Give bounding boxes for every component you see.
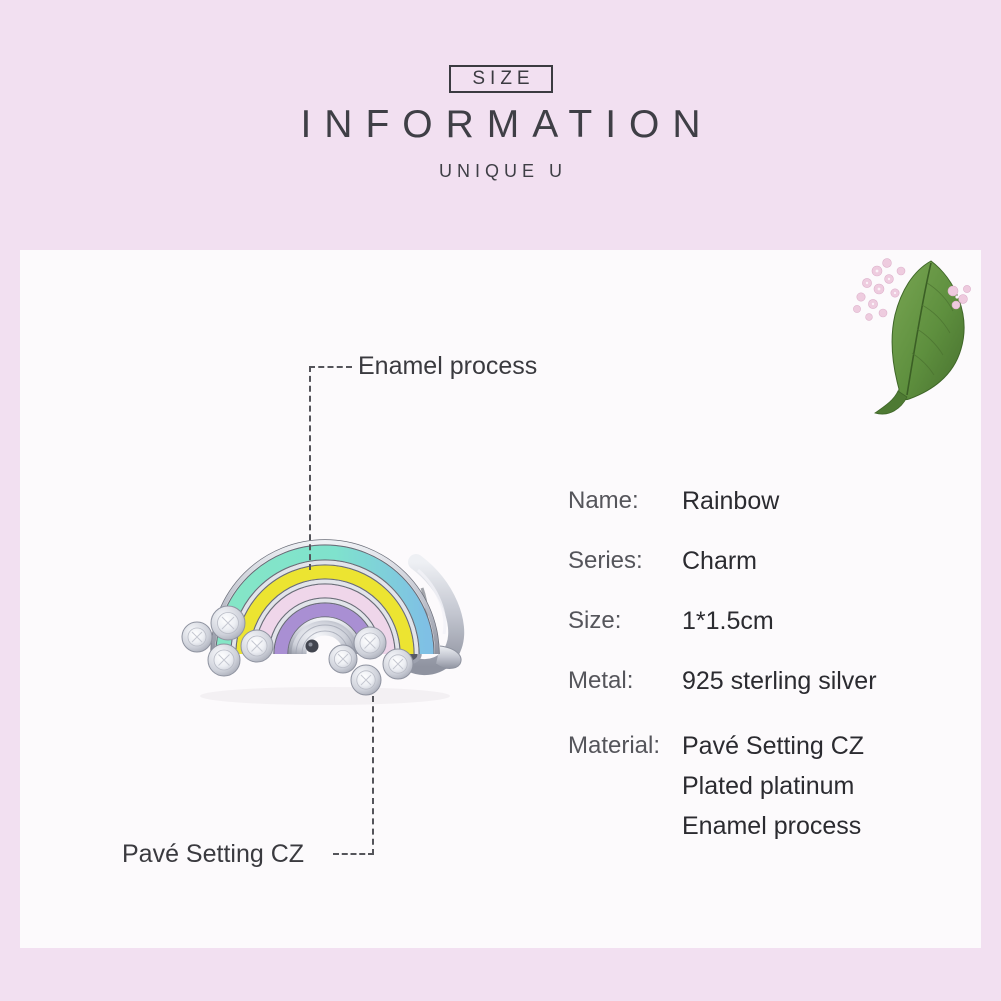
leaf-flower-decoration-icon xyxy=(849,249,987,415)
spec-label: Series: xyxy=(568,547,643,574)
spec-row-series xyxy=(568,546,877,576)
spec-row-metal xyxy=(568,666,877,696)
page-subtitle: UNIQUE U xyxy=(438,161,567,181)
leaf xyxy=(875,261,964,414)
spec-row-size xyxy=(568,606,877,636)
spec-value xyxy=(682,726,864,846)
spec-value: Charm xyxy=(682,547,758,575)
spec-label: Size: xyxy=(568,607,622,634)
spec-value: 925 sterling silver xyxy=(682,667,877,695)
spec-label: Material: xyxy=(568,732,661,759)
size-badge xyxy=(449,65,553,93)
enamel-callout-label: Enamel process xyxy=(358,352,538,380)
spec-row-name xyxy=(568,486,877,516)
spec-value-line: Plated platinum xyxy=(682,772,855,800)
spec-value-line: Pavé Setting CZ xyxy=(682,732,865,760)
enamel-callout-line xyxy=(309,366,352,570)
spec-value: Rainbow xyxy=(682,487,780,515)
size-badge-label: SIZE xyxy=(472,68,535,89)
spec-value-line: Enamel process xyxy=(682,812,862,840)
spec-label: Name: xyxy=(568,487,639,514)
page-title: INFORMATION xyxy=(300,103,714,146)
spec-label: Metal: xyxy=(568,667,634,694)
pave-callout-line xyxy=(333,696,374,855)
spec-value: 1*1.5cm xyxy=(682,607,774,635)
pave-callout-label: Pavé Setting CZ xyxy=(122,840,305,868)
spec-list xyxy=(568,486,877,876)
spec-row-material xyxy=(568,726,877,846)
